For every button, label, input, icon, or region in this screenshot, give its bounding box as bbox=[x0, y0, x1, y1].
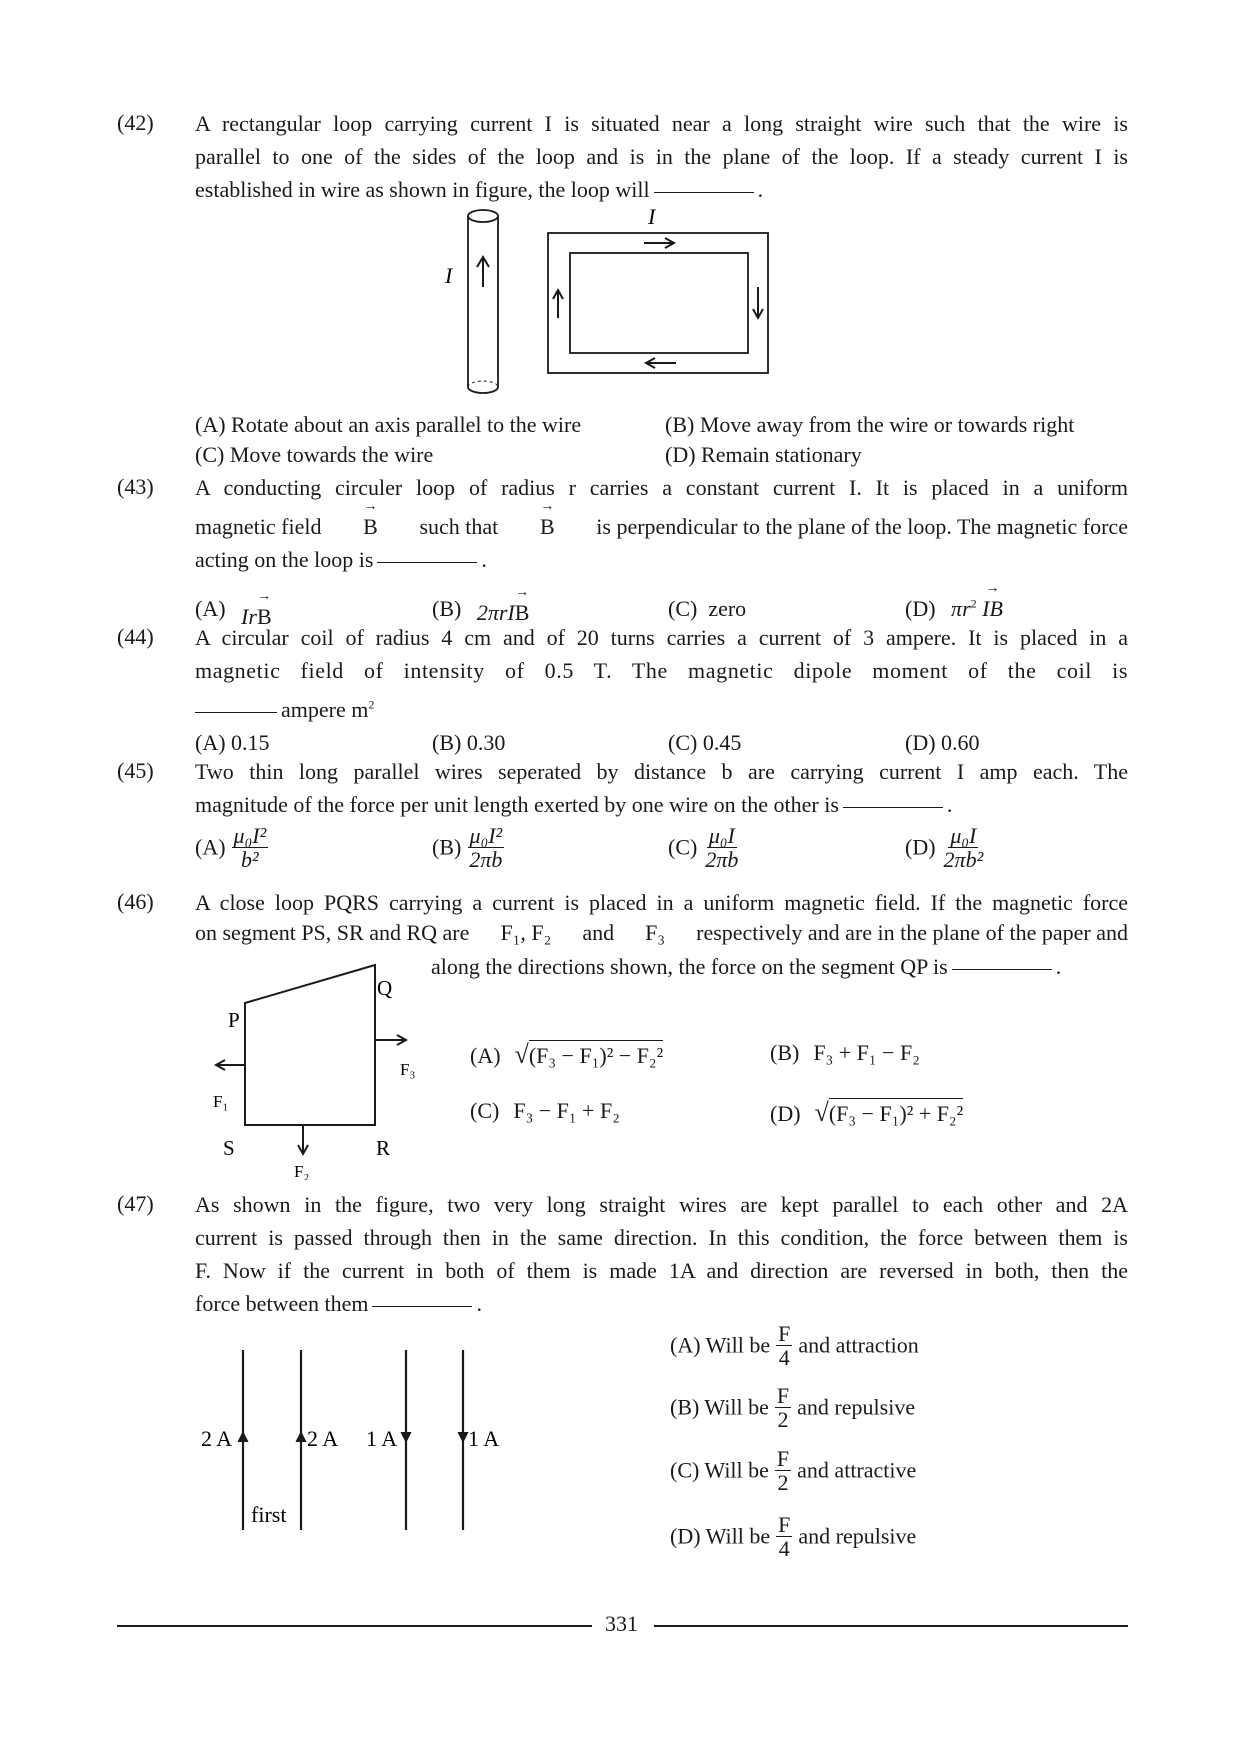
question-number-43: (43) bbox=[117, 474, 154, 499]
question-46-text bbox=[195, 886, 1128, 919]
first-label: first bbox=[251, 1502, 287, 1527]
footer-rule-left bbox=[117, 1625, 592, 1627]
q46-option-a[interactable]: (A) √(F₃ − F₁)² − F₂² bbox=[470, 1040, 664, 1069]
question-number-42: (42) bbox=[117, 110, 154, 135]
question-42-text bbox=[195, 107, 1128, 206]
wire-4-label: 1 A bbox=[468, 1426, 500, 1451]
q47-option-d[interactable]: (D) Will be $\frac{F}{4}$ and repulsive bbox=[670, 1512, 917, 1562]
wire-current-label: I bbox=[445, 263, 453, 288]
q42-figure bbox=[430, 205, 790, 395]
q47-option-a[interactable]: (A) Will be $\frac{F}{4}$ and attraction bbox=[670, 1321, 919, 1371]
answer-blank bbox=[377, 561, 477, 563]
question-44-text bbox=[195, 621, 1128, 687]
vertex-p: P bbox=[228, 1008, 240, 1032]
q42-line-1: A rectangular loop carrying current I is situated near a long straight wire such that the wire is bbox=[195, 111, 1128, 136]
q46-option-d[interactable]: (D) √(F₃ − F₁)² + F₂² bbox=[770, 1098, 964, 1127]
q42-option-d[interactable]: (D) Remain stationary bbox=[665, 442, 862, 467]
q44-line-3: ampere $m^2$ bbox=[195, 697, 374, 723]
q44-option-c[interactable]: (C) 0.45 bbox=[668, 730, 742, 755]
footer-rule-right bbox=[654, 1625, 1128, 1627]
answer-blank bbox=[952, 968, 1052, 970]
q45-option-d[interactable]: (D) $\frac{\text{μ₀I}}{\text{2πb²}}$ bbox=[905, 823, 984, 873]
question-number-45: (45) bbox=[117, 758, 154, 783]
q46-line-3: along the directions shown, the force on the segment QP is . bbox=[431, 954, 1062, 979]
question-43-text bbox=[195, 471, 1128, 504]
question-47-text bbox=[195, 1188, 1128, 1320]
q47-line-2: current is passed through then in the same direction. In this condition, the force between them is bbox=[195, 1225, 1128, 1250]
question-number-47: (47) bbox=[117, 1191, 154, 1216]
answer-blank bbox=[843, 806, 943, 808]
q43-line-1: A conducting circuler loop of radius r carries a constant current I. It is placed in a uniform bbox=[195, 475, 1128, 500]
question-45-text bbox=[195, 755, 1128, 821]
q46-line-2: on segment PS, SR and RQ are F₁, F₂ and F₃ respectively and are in the plane of the paper and bbox=[195, 920, 1128, 945]
q46-option-b[interactable]: (B) F₃ + F₁ − F₂ bbox=[770, 1040, 920, 1065]
page-number: 331 bbox=[605, 1611, 638, 1636]
force-f2-label: F₂ bbox=[294, 1162, 310, 1180]
wire-3-label: 1 A bbox=[366, 1426, 398, 1451]
q42-option-c[interactable]: (C) Move towards the wire bbox=[195, 442, 434, 467]
question-number-46: (46) bbox=[117, 889, 154, 914]
loop-current-label: I bbox=[648, 205, 656, 229]
q44-option-b[interactable]: (B) 0.30 bbox=[432, 730, 506, 755]
q45-option-b[interactable]: (B) $\frac{\text{μ₀I²}}{2\pi b}$ bbox=[432, 823, 503, 873]
answer-blank bbox=[654, 191, 754, 193]
q46-option-c[interactable]: (C) F₃ − F₁ + F₂ bbox=[470, 1098, 620, 1123]
q43-option-a[interactable]: (A) Ir→ B bbox=[195, 596, 272, 622]
q43-option-b[interactable]: (B) 2πrI→ B bbox=[432, 596, 529, 622]
q47-line-4: force between them . bbox=[195, 1291, 482, 1316]
vertex-r: R bbox=[376, 1136, 391, 1160]
answer-blank bbox=[195, 711, 277, 713]
question-number-44: (44) bbox=[117, 624, 154, 649]
vector-b: → B bbox=[540, 514, 555, 540]
q44-line-1: A circular coil of radius 4 cm and of 20 turns carries a current of 3 ampere. It is placed in a bbox=[195, 625, 1128, 650]
q42-line-2: parallel to one of the sides of the loop and is in the plane of the loop. If a steady current I is bbox=[195, 144, 1128, 169]
q47-option-b[interactable]: (B) Will be $\frac{F}{2}$ and repulsive bbox=[670, 1383, 916, 1433]
q46-line-1: A close loop PQRS carrying a current is placed in a uniform magnetic field. If the magnetic force bbox=[195, 890, 1128, 915]
q47-line-1: As shown in the figure, two very long straight wires are kept parallel to each other and 2A bbox=[195, 1192, 1128, 1217]
q45-option-c[interactable]: (C) $\frac{\text{μ₀I}}{2\pi b}$ bbox=[668, 823, 739, 873]
q47-line-3: F. Now if the current in both of them is made 1A and direction are reversed in both, then the bbox=[195, 1258, 1128, 1283]
q43-option-d[interactable]: (D) $\pi r^2$ → IB bbox=[905, 596, 1003, 622]
vertex-s: S bbox=[223, 1136, 235, 1160]
wire-2-label: 2 A bbox=[307, 1426, 339, 1451]
q42-line-3: established in wire as shown in figure, the loop will . bbox=[195, 177, 764, 202]
q43-line-3: acting on the loop is . bbox=[195, 547, 487, 572]
wire-1-label: 2 A bbox=[201, 1426, 233, 1451]
force-f1-label: F₁ bbox=[213, 1092, 229, 1111]
force-f3-label: F₃ bbox=[400, 1060, 416, 1079]
q42-option-a[interactable]: (A) Rotate about an axis parallel to the wire bbox=[195, 412, 582, 437]
q44-option-a[interactable]: (A) 0.15 bbox=[195, 730, 270, 755]
vertex-q: Q bbox=[377, 976, 393, 1000]
q45-line-2: magnitude of the force per unit length exerted by one wire on the other is . bbox=[195, 792, 953, 817]
q44-line-2: magnetic field of intensity of 0.5 T. The magnetic dipole moment of the coil is bbox=[195, 658, 1128, 683]
q44-option-d[interactable]: (D) 0.60 bbox=[905, 730, 980, 755]
q43-option-c[interactable]: (C) zero bbox=[668, 596, 747, 621]
q45-option-a[interactable]: (A) $\frac{\text{μ₀I²}}{\text{b²}}$ bbox=[195, 823, 267, 873]
q45-line-1: Two thin long parallel wires seperated by distance b are carrying current I amp each. The bbox=[195, 759, 1128, 784]
answer-blank bbox=[372, 1305, 472, 1307]
q46-figure bbox=[195, 955, 435, 1180]
q43-line-2: magnetic field → B such that → B is perpendicular to the plane of the loop. The magnetic force bbox=[195, 514, 1128, 540]
q47-figure bbox=[195, 1340, 525, 1540]
vector-b: → B bbox=[363, 514, 378, 540]
q47-option-c[interactable]: (C) Will be $\frac{F}{2}$ and attractive bbox=[670, 1446, 917, 1496]
q42-option-b[interactable]: (B) Move away from the wire or towards right bbox=[665, 412, 1075, 437]
